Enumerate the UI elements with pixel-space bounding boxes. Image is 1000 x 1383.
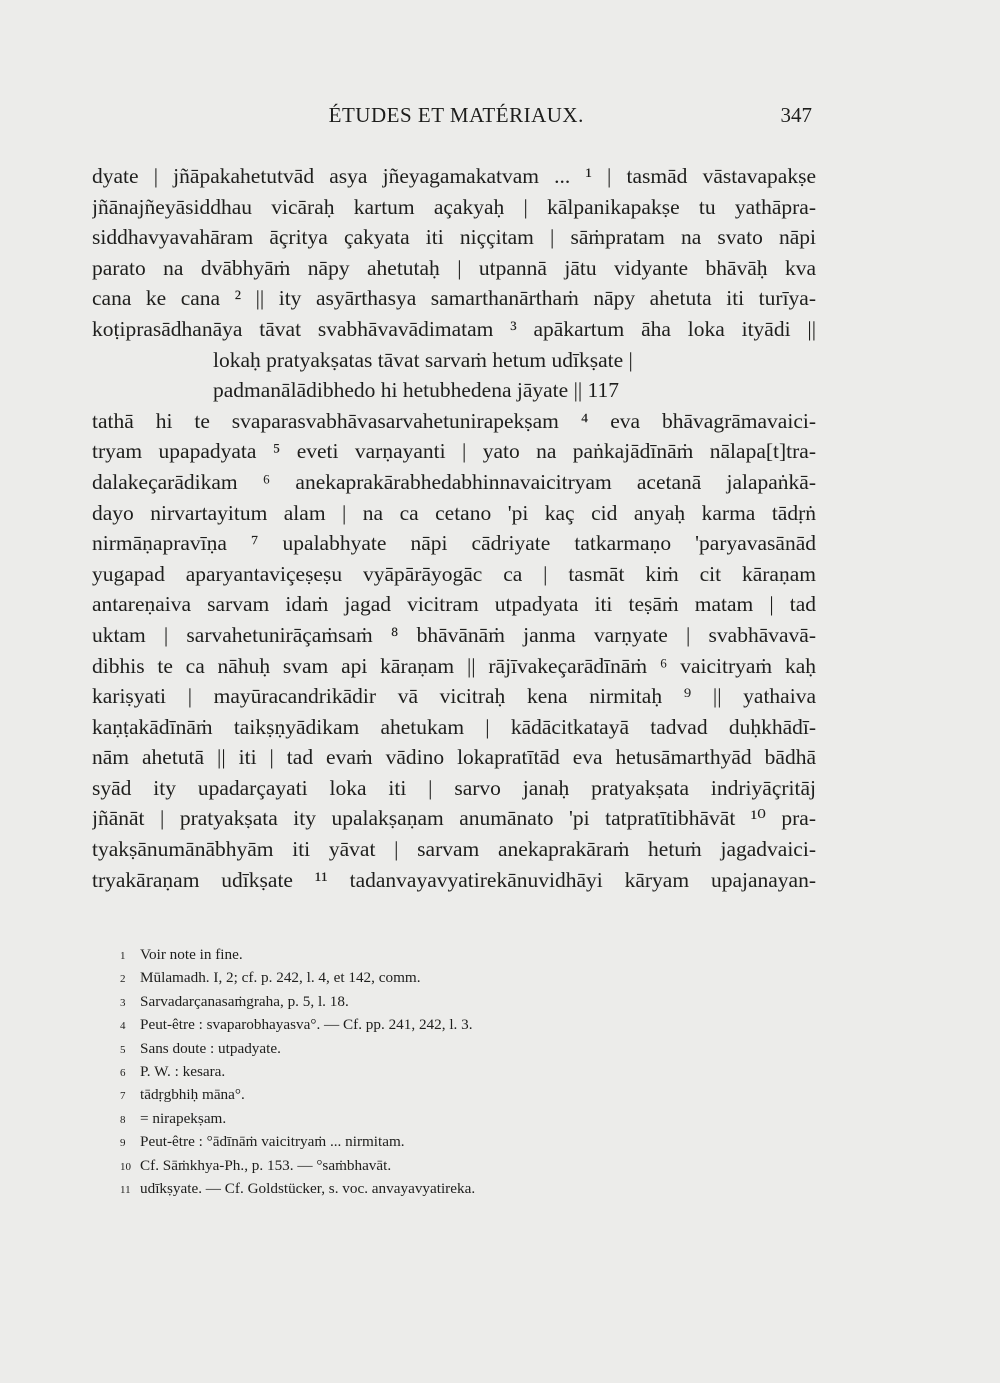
footnote-number: 11 bbox=[120, 1184, 131, 1197]
text-line: uktam | sarvahetunirāçaṁsaṁ ⁸ bhāvānāṁ janma varṇyate | svabhāvavā- bbox=[92, 622, 816, 647]
text-line: yugapad aparyantaviçeṣeṣu vyāpārāyogāc ca | tasmāt kiṁ cit kāraṇam bbox=[92, 561, 816, 586]
footnote-text: P. W. : kesara. bbox=[140, 1063, 226, 1081]
footnote bbox=[120, 1084, 590, 1107]
footnote bbox=[120, 1038, 590, 1061]
page-number: 347 bbox=[780, 103, 812, 127]
footnote-number: 6 bbox=[120, 1067, 126, 1080]
page-header bbox=[92, 103, 812, 128]
footnote-text: Sans doute : utpadyate. bbox=[140, 1039, 281, 1057]
footnote-number: 4 bbox=[120, 1020, 126, 1033]
footnote bbox=[120, 1178, 590, 1201]
text-line: jñānāt | pratyakṣata ity upalakṣaṇam anumānato 'pi tatpratītibhāvāt ¹⁰ pra- bbox=[92, 806, 816, 831]
footnote bbox=[120, 1014, 590, 1037]
footnote-number: 9 bbox=[120, 1137, 126, 1150]
footnote-text: = nirapekṣam. bbox=[140, 1109, 227, 1127]
footnote-text: Mūlamadh. I, 2; cf. p. 242, l. 4, et 142, comm. bbox=[140, 969, 421, 987]
text-line: siddhavyavahāram āçritya çakyata iti niççitam | sāṁpratam na svato nāpi bbox=[92, 225, 816, 250]
footnote-text: udīkṣyate. — Cf. Goldstücker, s. voc. anvayavyatireka. bbox=[140, 1180, 476, 1198]
footnote-text: Peut-être : svaparobhayasva°. — Cf. pp. 241, 242, l. 3. bbox=[140, 1016, 473, 1034]
text-line: nām ahetutā || iti | tad evaṁ vādino lokapratītād eva hetusāmarthyād bādhā bbox=[92, 745, 816, 770]
footnote bbox=[120, 1108, 590, 1131]
text-line: dalakeçarādikam ⁶ anekaprakārabhedabhinnavaicitryam acetanā jalapaṅkā- bbox=[92, 469, 816, 494]
main-text bbox=[92, 161, 816, 895]
footnote-number: 7 bbox=[120, 1090, 126, 1103]
footnote bbox=[120, 1061, 590, 1084]
footnote-text: Sarvadarçanasaṁgraha, p. 5, l. 18. bbox=[140, 992, 349, 1010]
text-line: dibhis te ca nāhuḥ svam api kāraṇam || rājīvakeçarādīnāṁ ⁶ vaicitryaṁ kaḥ bbox=[92, 653, 816, 678]
footnote-text: tādṛgbhiḥ māna°. bbox=[140, 1086, 245, 1104]
text-line: koṭiprasādhanāya tāvat svabhāvavādimatam ³ apākartum āha loka ityādi || bbox=[92, 316, 816, 341]
text-line: kaṇṭakādīnāṁ taikṣṇyādikam ahetukam | kādācitkatayā tadvad duḥkhādī- bbox=[92, 714, 816, 739]
footnote bbox=[120, 944, 590, 967]
text-line: tathā hi te svaparasvabhāvasarvahetunirapekṣam ⁴ eva bhāvagrāmavaici- bbox=[92, 408, 816, 433]
text-line: dyate | jñāpakahetutvād asya jñeyagamakatvam ... ¹ | tasmād vāstavapakṣe bbox=[92, 164, 816, 188]
footnote bbox=[120, 1131, 590, 1154]
footnote bbox=[120, 1155, 590, 1178]
footnote-number: 3 bbox=[120, 996, 126, 1009]
footnote-number: 1 bbox=[120, 950, 126, 962]
footnote-text: Voir note in fine. bbox=[140, 946, 243, 963]
verse-line: padmanālādibhedo hi hetubhedena jāyate || 117 bbox=[213, 378, 620, 403]
footnotes bbox=[120, 944, 590, 1201]
footnote-number: 2 bbox=[120, 973, 126, 986]
text-line: kariṣyati | mayūracandrikādir vā vicitraḥ kena nirmitaḥ ⁹ || yathaiva bbox=[92, 684, 816, 709]
text-line: tryam upapadyata ⁵ eveti varṇayanti | yato na paṅkajādīnāṁ nālapa[t]tra- bbox=[92, 439, 816, 464]
text-line: dayo nirvartayitum alam | na ca cetano 'pi kaç cid anyaḥ karma tādṛṅ bbox=[92, 500, 816, 525]
running-title: ÉTUDES ET MATÉRIAUX. bbox=[328, 103, 584, 127]
text-line: nirmāṇapravīṇa ⁷ upalabhyate nāpi cādriyate tatkarmaṇo 'paryavasānād bbox=[92, 531, 816, 556]
footnote-text: Peut-être : °ādīnāṁ vaicitryaṁ ... nirmitam. bbox=[140, 1133, 405, 1151]
footnote-text: Cf. Sāṁkhya-Ph., p. 153. — °saṁbhavāt. bbox=[140, 1156, 392, 1174]
footnote bbox=[120, 991, 590, 1014]
footnote-number: 10 bbox=[120, 1160, 131, 1173]
verse-line: lokaḥ pratyakṣatas tāvat sarvaṁ hetum udīkṣate | bbox=[213, 347, 633, 372]
text-line: tryakāraṇam udīkṣate ¹¹ tadanvayavyatirekānuvidhāyi kāryam upajanayan- bbox=[92, 867, 816, 892]
footnote-number: 8 bbox=[120, 1113, 126, 1126]
text-line: antareṇaiva sarvam idaṁ jagad vicitram utpadyata iti teṣāṁ matam | tad bbox=[92, 592, 816, 617]
text-line: jñānajñeyāsiddhau vicāraḥ kartum açakyaḥ | kālpanikapakṣe tu yathāpra- bbox=[92, 194, 816, 219]
text-line: tyakṣānumānābhyām iti yāvat | sarvam anekaprakāraṁ hetuṁ jagadvaici- bbox=[92, 837, 816, 862]
footnote bbox=[120, 967, 590, 990]
text-line: parato na dvābhyāṁ nāpy ahetutaḥ | utpannā jātu vidyante bhāvāḥ kva bbox=[92, 255, 816, 280]
text-line: cana ke cana ² || ity asyārthasya samarthanārthaṁ nāpy ahetuta iti turīya- bbox=[92, 286, 816, 311]
text-line: syād ity upadarçayati loka iti | sarvo janaḥ pratyakṣata indriyāçritāj bbox=[92, 775, 816, 800]
footnote-number: 5 bbox=[120, 1043, 126, 1056]
